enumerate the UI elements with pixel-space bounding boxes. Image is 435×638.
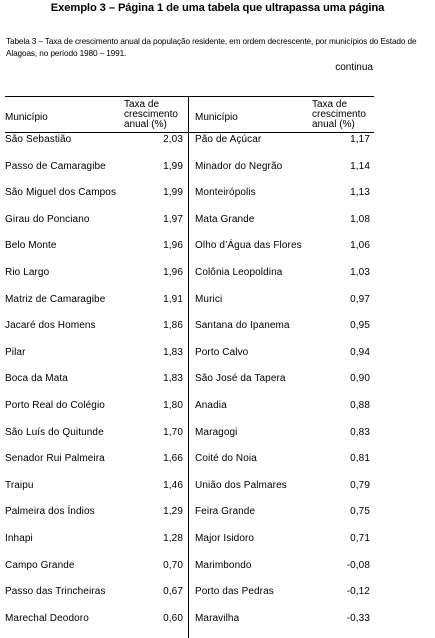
header-taxa-line3: anual (%) (124, 119, 167, 130)
header-taxa-right (312, 100, 366, 130)
taxa-left-cell: 1,83 (163, 373, 183, 385)
municipio-left-cell: Campo Grande (5, 559, 75, 571)
taxa-right-cell: 0,88 (350, 400, 370, 411)
municipio-left-cell: Rio Largo (5, 267, 50, 278)
table-row (0, 613, 435, 631)
taxa-right-cell: -0,33 (346, 612, 370, 624)
taxa-left-cell: 2,03 (163, 134, 183, 145)
table-row (0, 533, 435, 551)
table-row (0, 320, 435, 338)
table-top-rule (5, 96, 374, 97)
table-row (0, 214, 435, 232)
municipio-right-cell: Minador do Negrão (195, 160, 283, 172)
taxa-left-cell: 1,86 (163, 320, 183, 332)
taxa-right-cell: 1,03 (350, 267, 370, 278)
municipio-right-cell: Monteirópolis (195, 187, 256, 199)
table-row (0, 400, 435, 418)
table-row (0, 240, 435, 258)
header-taxa-line1: Taxa de (312, 99, 348, 110)
taxa-left-cell: 0,67 (163, 586, 183, 598)
taxa-left-cell: 0,70 (163, 559, 183, 571)
table-row (0, 560, 435, 578)
taxa-right-cell: -0,12 (346, 586, 370, 598)
municipio-right-cell: São José da Tapera (195, 373, 286, 385)
municipio-right-cell: Murici (195, 293, 223, 305)
header-taxa-line2: crescimento (124, 109, 178, 120)
taxa-right-cell: 0,90 (350, 373, 370, 385)
municipio-left-cell: Girau do Ponciano (5, 213, 90, 225)
table-row (0, 480, 435, 498)
table-row (0, 427, 435, 445)
municipio-left-cell: Jacaré dos Homens (5, 320, 96, 332)
taxa-right-cell: 1,08 (350, 213, 370, 225)
table-row (0, 267, 435, 285)
taxa-left-cell: 1,66 (163, 453, 183, 465)
taxa-right-cell: 0,75 (350, 506, 370, 518)
taxa-right-cell: 1,06 (350, 240, 370, 252)
taxa-left-cell: 1,96 (163, 240, 183, 252)
taxa-right-cell: 1,13 (350, 187, 370, 199)
taxa-right-cell: 0,83 (350, 426, 370, 438)
taxa-left-cell: 1,46 (163, 479, 183, 491)
taxa-left-cell: 1,28 (163, 533, 183, 544)
municipio-right-cell: Olho d’Água das Flores (195, 240, 302, 252)
taxa-left-cell: 1,91 (163, 293, 183, 305)
taxa-right-cell: 1,17 (350, 134, 370, 145)
municipio-left-cell: Senador Rui Palmeira (5, 453, 105, 465)
municipio-left-cell: São Luís do Quitunde (5, 426, 104, 438)
municipio-left-cell: São Miguel dos Campos (5, 187, 117, 199)
municipio-left-cell: Inhapi (5, 533, 33, 544)
taxa-right-cell: 1,14 (350, 160, 370, 172)
table-row (0, 453, 435, 471)
municipio-left-cell: Boca da Mata (5, 373, 68, 385)
header-municipio-left: Município (5, 112, 48, 123)
municipio-right-cell: Major Isidoro (195, 533, 255, 544)
municipio-right-cell: Porto das Pedras (195, 586, 274, 598)
municipio-right-cell: Feira Grande (195, 506, 256, 518)
municipio-left-cell: São Sebastião (5, 134, 72, 145)
taxa-left-cell: 1,80 (163, 400, 183, 411)
taxa-left-cell: 1,70 (163, 426, 183, 438)
municipio-right-cell: Pão de Açúcar (195, 134, 262, 145)
taxa-right-cell: 0,79 (350, 479, 370, 491)
table-row (0, 373, 435, 391)
municipio-right-cell: União dos Palmares (195, 479, 287, 491)
table-row (0, 294, 435, 312)
municipio-left-cell: Belo Monte (5, 240, 57, 252)
header-taxa-left (124, 100, 178, 130)
taxa-right-cell: 0,95 (350, 320, 370, 332)
taxa-right-cell: -0,08 (346, 559, 370, 571)
table-row (0, 586, 435, 604)
taxa-right-cell: 0,81 (350, 453, 370, 465)
municipio-right-cell: Mata Grande (195, 213, 255, 225)
table-row (0, 506, 435, 524)
header-municipio-right: Município (195, 112, 238, 123)
header-taxa-line2: crescimento (312, 109, 366, 120)
municipio-left-cell: Porto Real do Colégio (5, 400, 105, 411)
taxa-right-cell: 0,94 (350, 346, 370, 358)
municipio-right-cell: Maravilha (195, 612, 240, 624)
municipio-right-cell: Porto Calvo (195, 346, 249, 358)
municipio-left-cell: Matriz de Camaragibe (5, 293, 106, 305)
municipio-left-cell: Traipu (5, 479, 34, 491)
municipio-right-cell: Marimbondo (195, 559, 252, 571)
taxa-right-cell: 0,97 (350, 293, 370, 305)
taxa-left-cell: 1,29 (163, 506, 183, 518)
table-row (0, 161, 435, 179)
municipio-right-cell: Colônia Leopoldina (195, 267, 283, 278)
header-taxa-line3: anual (%) (312, 119, 355, 130)
taxa-left-cell: 0,60 (163, 612, 183, 624)
taxa-left-cell: 1,99 (163, 160, 183, 172)
municipio-left-cell: Pilar (5, 346, 26, 358)
header-taxa-line1: Taxa de (124, 99, 160, 110)
table-row (0, 134, 435, 152)
municipio-left-cell: Palmeira dos Índios (5, 506, 95, 518)
table-row (0, 187, 435, 205)
municipio-right-cell: Maragogi (195, 426, 238, 438)
municipio-right-cell: Anadia (195, 400, 227, 411)
continua-label: continua (335, 62, 373, 73)
municipio-left-cell: Marechal Deodoro (5, 612, 89, 624)
taxa-left-cell: 1,99 (163, 187, 183, 199)
municipio-right-cell: Coité do Noia (195, 453, 257, 465)
table-caption: Tabela 3 – Taxa de crescimento anual da população residente, em ordem decrescente, por municípios do Estado de Alagoas, no período 1980 – 1991. (6, 36, 417, 58)
municipio-left-cell: Passo das Trincheiras (5, 586, 106, 598)
taxa-left-cell: 1,97 (163, 213, 183, 225)
taxa-right-cell: 0,71 (350, 533, 370, 544)
taxa-left-cell: 1,83 (163, 346, 183, 358)
page-title: Exemplo 3 – Página 1 de uma tabela que ultrapassa uma página (50, 2, 385, 14)
table-header-rule (5, 132, 374, 133)
table-row (0, 347, 435, 365)
taxa-left-cell: 1,96 (163, 267, 183, 278)
municipio-left-cell: Passo de Camaragibe (5, 160, 106, 172)
municipio-right-cell: Santana do Ipanema (195, 320, 290, 332)
